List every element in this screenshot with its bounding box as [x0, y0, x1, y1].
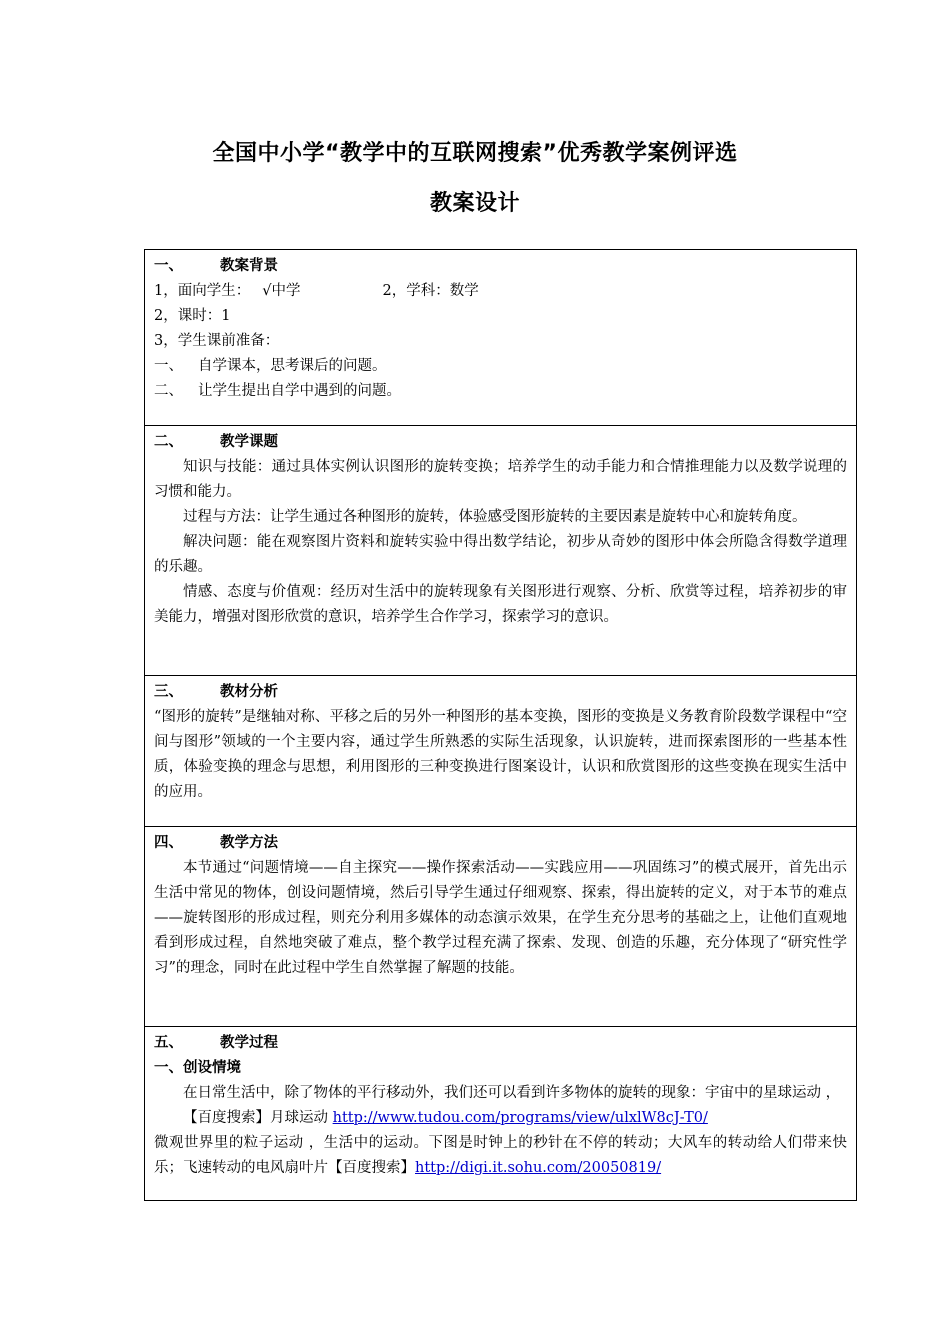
sohu-link[interactable]: http://digi.it.sohu.com/20050819/ [415, 1160, 662, 1176]
paragraph: 【百度搜索】月球运动 http://www.tudou.com/programs/view/ulxlW8cJ-T0/ [183, 1110, 708, 1126]
period-line: 2，课时：1 [154, 308, 231, 324]
section-heading: 五、 教学过程 [154, 1035, 278, 1051]
paragraph: 本节通过“问题情境——自主探究——操作探索活动——实践应用——巩固练习”的模式展开，首先出示生活中常见的物体，创设问题情境，然后引导学生通过仔细观察、探索，得出旋转的定义，对于本节的难点——旋转图形的形成过程，则充分利用多媒体的动态演示效果，在学生充分思考的基础之上，让他们直观地看到形成过程，自然地突破了难点，整个教学过程充满了探索、发现、创造的乐趣，充分体现了“研究性学习”的理念，同时在此过程中学生自然掌握了解题的技能。 [154, 860, 847, 976]
paragraph: 过程与方法：让学生通过各种图形的旋转，体验感受图形旋转的主要因素是旋转中心和旋转角度。 [183, 509, 807, 525]
section-heading: 四、 教学方法 [154, 835, 278, 851]
section-method [145, 827, 856, 1027]
section-heading: 一、 教案背景 [154, 258, 278, 274]
paragraph: 微观世界里的粒子运动 ，生活中的运动。下图是时钟上的秒针在不停的转动；大风车的转动给人们带来快乐；飞速转动的电风扇叶片【百度搜索】http://digi.it.sohu.com/20050819/ [154, 1135, 847, 1176]
paragraph: 解决问题：能在观察图片资料和旋转实验中得出数学结论，初步从奇妙的图形中体会所隐含得数学道理的乐趣。 [154, 534, 847, 575]
subheading: 一、创设情境 [154, 1060, 241, 1076]
paragraph: 在日常生活中，除了物体的平行移动外，我们还可以看到许多物体的旋转的现象：宇宙中的星球运动 ， [183, 1085, 841, 1101]
prep-line: 3，学生课前准备： [154, 333, 280, 349]
page-title: 全国中小学“教学中的互联网搜索”优秀教学案例评选 [212, 141, 738, 166]
section-background [145, 250, 856, 426]
audience-line: 1，面向学生： √中学 2，学科：数学 [154, 283, 479, 299]
page-subtitle: 教案设计 [429, 191, 520, 216]
tudou-link[interactable]: http://www.tudou.com/programs/view/ulxlW8cJ-T0/ [332, 1110, 708, 1126]
section-heading: 二、 教学课题 [154, 434, 278, 450]
section-topic [145, 426, 856, 676]
list-item: 一、 自学课本，思考课后的问题。 [154, 358, 387, 374]
lesson-plan-table [144, 249, 857, 1201]
list-item: 二、 让学生提出自学中遇到的问题。 [154, 383, 401, 399]
section-material [145, 676, 856, 827]
paragraph: 情感、态度与价值观：经历对生活中的旋转现象有关图形进行观察、分析、欣赏等过程，培养初步的审美能力，增强对图形欣赏的意识，培养学生合作学习，探索学习的意识。 [154, 584, 847, 625]
paragraph: “图形的旋转”是继轴对称、平移之后的另外一种图形的基本变换，图形的变换是义务教育阶段数学课程中“空间与图形”领域的一个主要内容，通过学生所熟悉的实际生活现象，认识旋转，进而探索图形的一些基本性质，体验变换的理念与思想，利用图形的三种变换进行图案设计，认识和欣赏图形的这些变换在现实生活中的应用。 [154, 709, 847, 800]
section-process [145, 1027, 856, 1201]
paragraph: 知识与技能：通过具体实例认识图形的旋转变换；培养学生的动手能力和合情推理能力以及数学说理的习惯和能力。 [154, 459, 847, 500]
section-heading: 三、 教材分析 [154, 684, 278, 700]
